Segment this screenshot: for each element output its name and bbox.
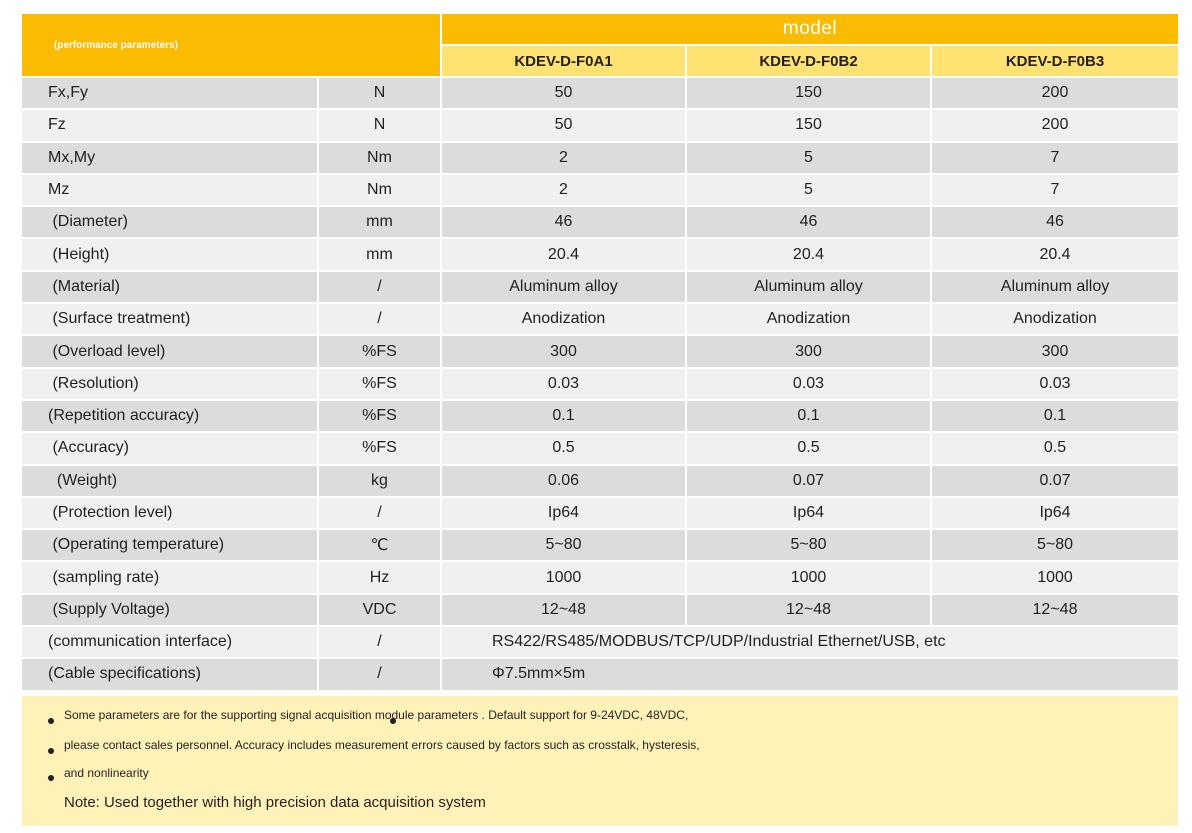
table-row [22, 498, 1178, 530]
param-value: 300 [687, 336, 932, 368]
param-name: (Cable specifications) [22, 659, 319, 691]
param-value: 1000 [932, 562, 1178, 594]
param-unit: %FS [319, 401, 442, 433]
param-unit: / [319, 272, 442, 304]
param-value: Anodization [687, 304, 932, 336]
param-value: Ip64 [932, 498, 1178, 530]
param-name: Mx,My [22, 143, 319, 175]
param-value: 46 [932, 207, 1178, 239]
param-value: 300 [442, 336, 687, 368]
bullet-icon [48, 775, 54, 781]
table-row [22, 369, 1178, 401]
table-row [22, 272, 1178, 304]
table-row [22, 304, 1178, 336]
param-value: 5~80 [687, 530, 932, 562]
table-row [22, 401, 1178, 433]
param-unit: %FS [319, 336, 442, 368]
param-unit: mm [319, 239, 442, 271]
param-value: 12~48 [687, 595, 932, 627]
table-row [22, 627, 1178, 659]
bullet-icon [48, 748, 54, 754]
param-value: 200 [932, 78, 1178, 110]
param-unit: Nm [319, 143, 442, 175]
param-value: Ip64 [442, 498, 687, 530]
param-name: (Resolution) [22, 369, 319, 401]
param-value: 0.07 [687, 466, 932, 498]
param-value: 0.06 [442, 466, 687, 498]
param-name: Fz [22, 110, 319, 142]
param-value: RS422/RS485/MODBUS/TCP/UDP/Industrial Ethernet/USB, etc [442, 627, 1178, 659]
notes-panel [22, 696, 1178, 826]
param-value: 300 [932, 336, 1178, 368]
param-value: 150 [687, 78, 932, 110]
param-value: 50 [442, 78, 687, 110]
param-unit: Nm [319, 175, 442, 207]
note-line: please contact sales personnel. Accuracy includes measurement errors caused by factors such as crosstalk, hysteresis, [64, 737, 700, 752]
param-value: 20.4 [442, 239, 687, 271]
model-name: KDEV-D-F0B3 [932, 46, 1178, 78]
param-value: 5~80 [932, 530, 1178, 562]
param-name: (Material) [22, 272, 319, 304]
table-row [22, 175, 1178, 207]
param-value: 5~80 [442, 530, 687, 562]
param-value: 0.1 [442, 401, 687, 433]
param-unit: / [319, 498, 442, 530]
table-row [22, 659, 1178, 691]
param-value: Aluminum alloy [442, 272, 687, 304]
param-value: 7 [932, 175, 1178, 207]
spec-sheet [22, 14, 1178, 826]
param-value: 0.03 [687, 369, 932, 401]
param-unit: N [319, 78, 442, 110]
param-name: (Surface treatment) [22, 304, 319, 336]
table-row [22, 207, 1178, 239]
note-line: Some parameters are for the supporting signal acquisition module parameters . Default support for 9-24VDC, 48VDC, [64, 707, 689, 722]
param-name: (Operating temperature) [22, 530, 319, 562]
table-row [22, 110, 1178, 142]
param-name: (Overload level) [22, 336, 319, 368]
param-unit: kg [319, 466, 442, 498]
table-row [22, 466, 1178, 498]
param-value: 12~48 [442, 595, 687, 627]
param-unit: %FS [319, 433, 442, 465]
param-value: Anodization [932, 304, 1178, 336]
param-name: (Weight) [22, 466, 319, 498]
param-value: Aluminum alloy [932, 272, 1178, 304]
param-value: Φ7.5mm×5m [442, 659, 1178, 691]
note-final: Note: Used together with high precision data acquisition system [64, 793, 486, 811]
model-header: model [442, 14, 1178, 46]
param-unit: %FS [319, 369, 442, 401]
param-unit: Hz [319, 562, 442, 594]
param-value: 0.03 [442, 369, 687, 401]
spec-table [22, 14, 1178, 692]
model-name: KDEV-D-F0A1 [442, 46, 687, 78]
param-value: 12~48 [932, 595, 1178, 627]
table-row [22, 78, 1178, 110]
param-name: (communication interface) [22, 627, 319, 659]
note-line: and nonlinearity [64, 765, 149, 780]
param-value: 5 [687, 175, 932, 207]
param-value: 46 [687, 207, 932, 239]
param-value: 1000 [442, 562, 687, 594]
param-unit: VDC [319, 595, 442, 627]
param-unit: mm [319, 207, 442, 239]
param-name: (Height) [22, 239, 319, 271]
param-name: (Protection level) [22, 498, 319, 530]
param-value: Anodization [442, 304, 687, 336]
param-value: 150 [687, 110, 932, 142]
param-value: 20.4 [932, 239, 1178, 271]
table-row [22, 433, 1178, 465]
param-value: 2 [442, 175, 687, 207]
param-unit: / [319, 304, 442, 336]
param-value: Ip64 [687, 498, 932, 530]
param-name: (sampling rate) [22, 562, 319, 594]
param-value: 0.5 [687, 433, 932, 465]
param-value: 7 [932, 143, 1178, 175]
param-value: Aluminum alloy [687, 272, 932, 304]
param-name: (Diameter) [22, 207, 319, 239]
param-name: Fx,Fy [22, 78, 319, 110]
table-row [22, 143, 1178, 175]
model-name: KDEV-D-F0B2 [687, 46, 932, 78]
param-value: 0.5 [442, 433, 687, 465]
table-row [22, 562, 1178, 594]
bullet-icon [48, 718, 54, 724]
param-value: 2 [442, 143, 687, 175]
param-name: (Accuracy) [22, 433, 319, 465]
param-name: (Repetition accuracy) [22, 401, 319, 433]
table-row [22, 336, 1178, 368]
param-value: 46 [442, 207, 687, 239]
param-value: 0.07 [932, 466, 1178, 498]
param-value: 0.1 [687, 401, 932, 433]
param-unit: ℃ [319, 530, 442, 562]
param-name: Mz [22, 175, 319, 207]
param-name: (Supply Voltage) [22, 595, 319, 627]
table-row [22, 595, 1178, 627]
param-value: 1000 [687, 562, 932, 594]
param-unit: N [319, 110, 442, 142]
param-value: 0.1 [932, 401, 1178, 433]
param-unit: / [319, 659, 442, 691]
param-value: 5 [687, 143, 932, 175]
param-value: 200 [932, 110, 1178, 142]
param-value: 0.03 [932, 369, 1178, 401]
table-row [22, 530, 1178, 562]
table-row [22, 239, 1178, 271]
param-value: 20.4 [687, 239, 932, 271]
param-header: (performance parameters) [22, 14, 442, 78]
param-value: 50 [442, 110, 687, 142]
param-unit: / [319, 627, 442, 659]
param-value: 0.5 [932, 433, 1178, 465]
